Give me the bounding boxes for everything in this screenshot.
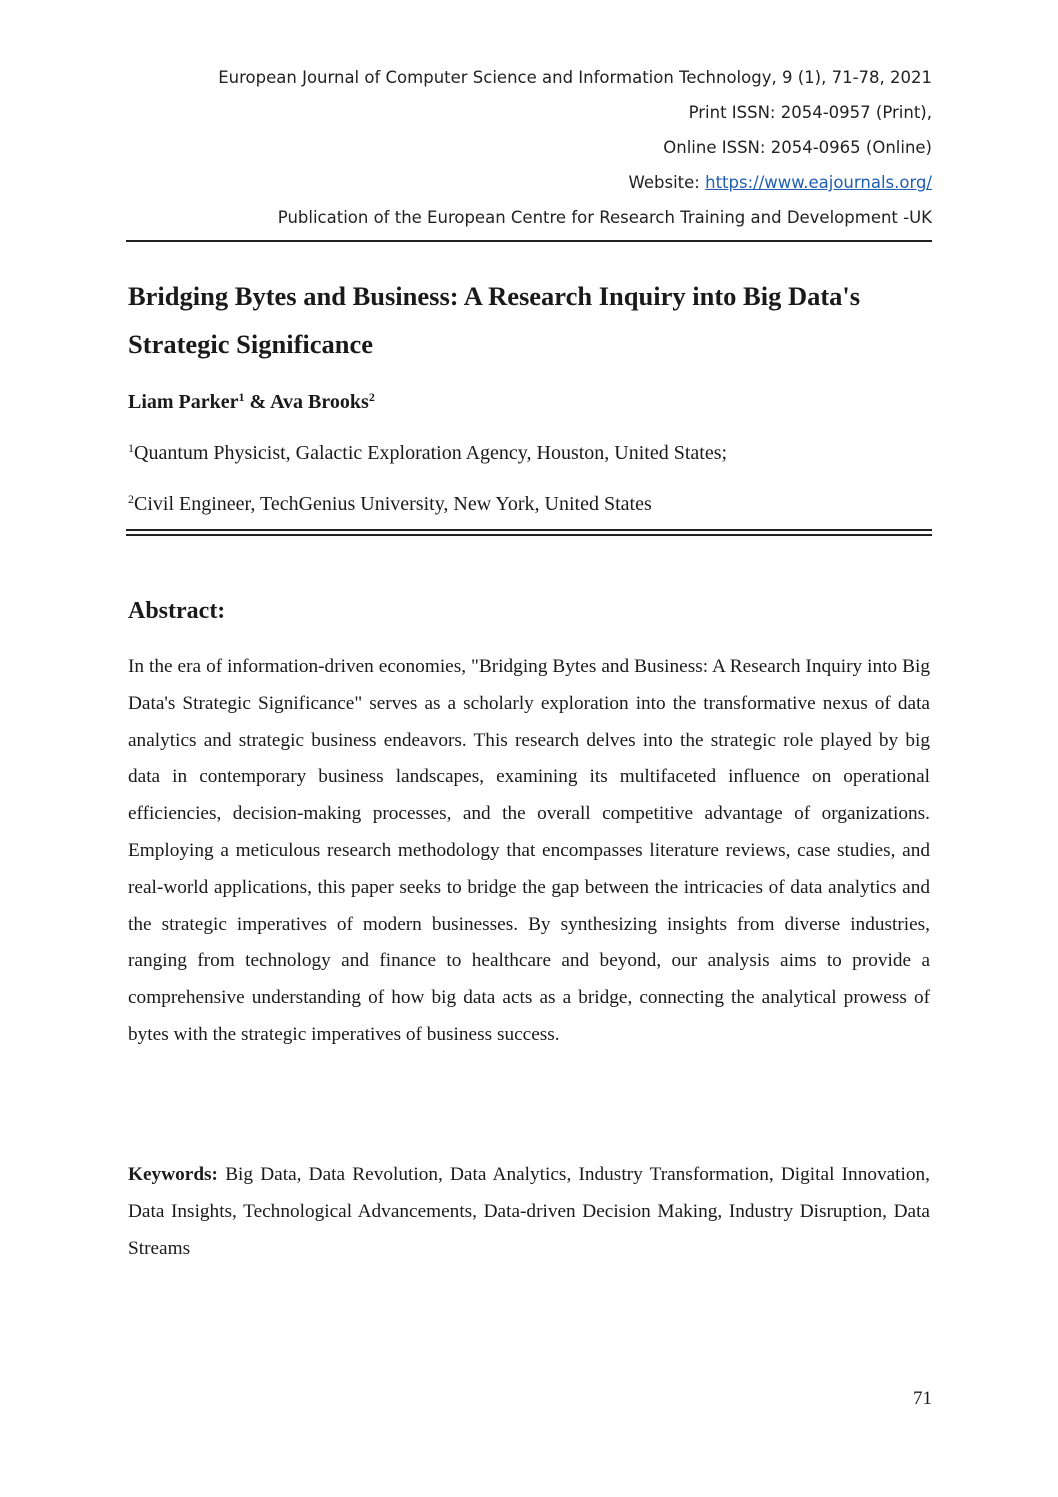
affiliation <box>128 490 652 518</box>
journal-header <box>126 60 932 235</box>
header-divider <box>126 240 932 242</box>
affiliation-mark: 1 <box>128 441 134 455</box>
author-name: Ava Brooks <box>270 391 369 413</box>
affiliation-text: Civil Engineer, TechGenius University, New York, United States <box>134 493 652 515</box>
website-link[interactable]: https://www.eajournals.org/ <box>705 173 932 192</box>
author-name: Liam Parker <box>128 391 239 413</box>
paper-title: Bridging Bytes and Business: A Research Inquiry into Big Data's Strategic Significance <box>128 281 861 359</box>
abstract-text: In the era of information-driven economies, "Bridging Bytes and Business: A Research Inquiry into Big Data's Strategic Significance" serves as a scholarly exploration into the transformative nexus of data analytics and strategic business endeavors. This research delves into the strategic role played by big data in contemporary business landscapes, examining its multifaceted influence on operational efficiencies, decision-making processes, and the overall competitive advantage of organizations. Employing a meticulous research methodology that encompasses literature reviews, case studies, and real-world applications, this paper seeks to bridge the gap between the intricacies of data analytics and the strategic imperatives of modern businesses. By synthesizing insights from diverse industries, ranging from technology and finance to healthcare and beyond, our analysis aims to provide a comprehensive understanding of how big data acts as a bridge, connecting the analytical prowess of bytes with the strategic imperatives of business success. <box>128 656 930 1045</box>
keywords-paragraph <box>128 1157 930 1267</box>
keywords-label: Keywords: <box>128 1164 218 1185</box>
page-number: 71 <box>913 1388 932 1409</box>
affiliation-text: Quantum Physicist, Galactic Exploration Agency, Houston, United States; <box>134 442 728 464</box>
author-separator: & <box>244 391 271 413</box>
double-divider <box>126 529 932 536</box>
website-line <box>126 165 932 200</box>
author-mark: 2 <box>368 390 375 404</box>
abstract-heading: Abstract: <box>128 598 226 624</box>
print-issn: Print ISSN: 2054-0957 (Print), <box>688 103 932 122</box>
publisher-line: Publication of the European Centre for Research Training and Development -UK <box>277 208 932 227</box>
affiliation <box>128 439 727 467</box>
website-label: Website: <box>628 173 706 192</box>
keywords-text: Big Data, Data Revolution, Data Analytics, Industry Transformation, Digital Innovation, Data Insights, Technological Advancements, Data-driven Decision Making, Industry Disruption, Data Streams <box>128 1164 930 1259</box>
author-mark: 1 <box>238 390 245 404</box>
journal-citation: European Journal of Computer Science and Information Technology, 9 (1), 71-78, 2021 <box>218 68 932 87</box>
author-list <box>128 388 375 416</box>
affiliation-mark: 2 <box>128 492 134 506</box>
online-issn: Online ISSN: 2054-0965 (Online) <box>663 138 932 157</box>
